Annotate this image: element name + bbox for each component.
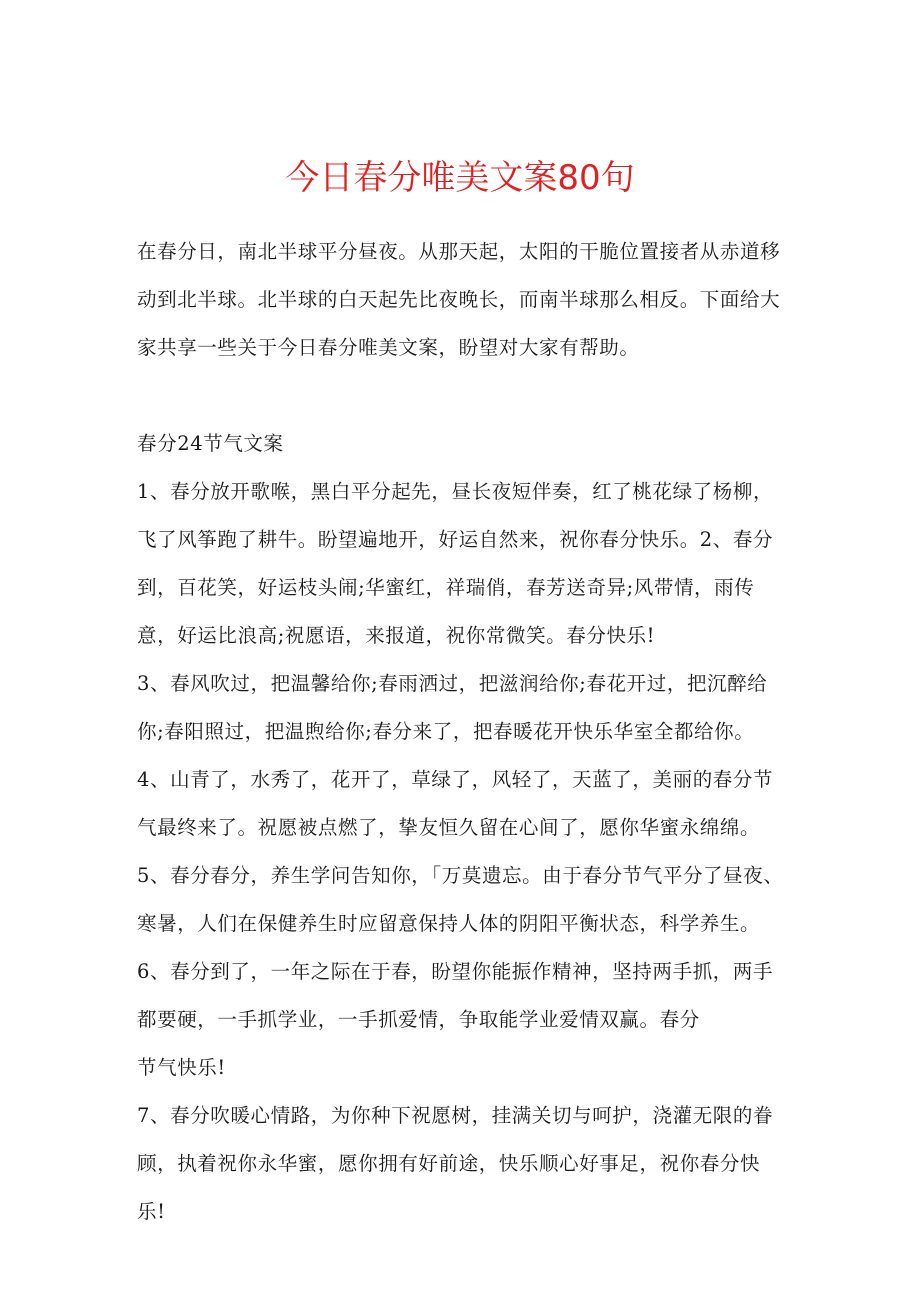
intro-paragraph: 在春分日，南北半球平分昼夜。从那天起，太阳的干脆位置接者从赤道移动到北半球。北半球的白天起先比夜晚长，而南半球那么相反。下面给大家共享一些关于今日春分唯美文案，盼望对大家有帮助。 xyxy=(137,240,781,359)
list-item: 4、山青了，水秀了，花开了，草绿了，风轻了，天蓝了，美丽的春分节气最终来了。祝愿被点燃了，挚友恒久留在心间了，愿你华蜜永绵绵。 xyxy=(137,768,774,839)
list-item: 7、春分吹暖心情路，为你种下祝愿树，挂满关切与呵护，浇灌无限的眷顾，执着祝你永华蜜，愿你拥有好前途，快乐顺心好事足，祝你春分快乐! xyxy=(137,1104,774,1223)
document-title: 今日春分唯美文案80句 xyxy=(285,158,635,198)
section-heading: 春分24节气文案 xyxy=(137,432,284,455)
list-item: 5、春分春分，养生学问告知你，「万莫遗忘。由于春分节气平分了昼夜、寒暑，人们在保健养生时应留意保持人体的阴阳平衡状态，科学养生。 xyxy=(137,864,784,935)
list-item: 1、春分放开歌喉，黑白平分起先，昼长夜短伴奏，红了桃花绿了杨柳，飞了风筝跑了耕牛。盼望遍地开，好运自然来，祝你春分快乐。2、春分到，百花笑，好运枝头闹;华蜜红，祥瑞俏，春芳送奇异;风带情，雨传意，好运比浪高;祝愿语，来报道，祝你常微笑。春分快乐! xyxy=(137,480,774,647)
list-item-continuation: 节气快乐! xyxy=(137,1056,226,1079)
list-item: 6、春分到了，一年之际在于春，盼望你能振作精神，坚持两手抓，两手都要硬，一手抓学业，一手抓爱情，争取能学业爱情双赢。春分 xyxy=(137,960,774,1031)
list-item: 3、春风吹过，把温馨给你;春雨洒过，把滋润给你;春花开过，把沉醉给你;春阳照过，把温煦给你;春分来了，把春暖花开快乐华室全都给你。 xyxy=(137,672,768,743)
